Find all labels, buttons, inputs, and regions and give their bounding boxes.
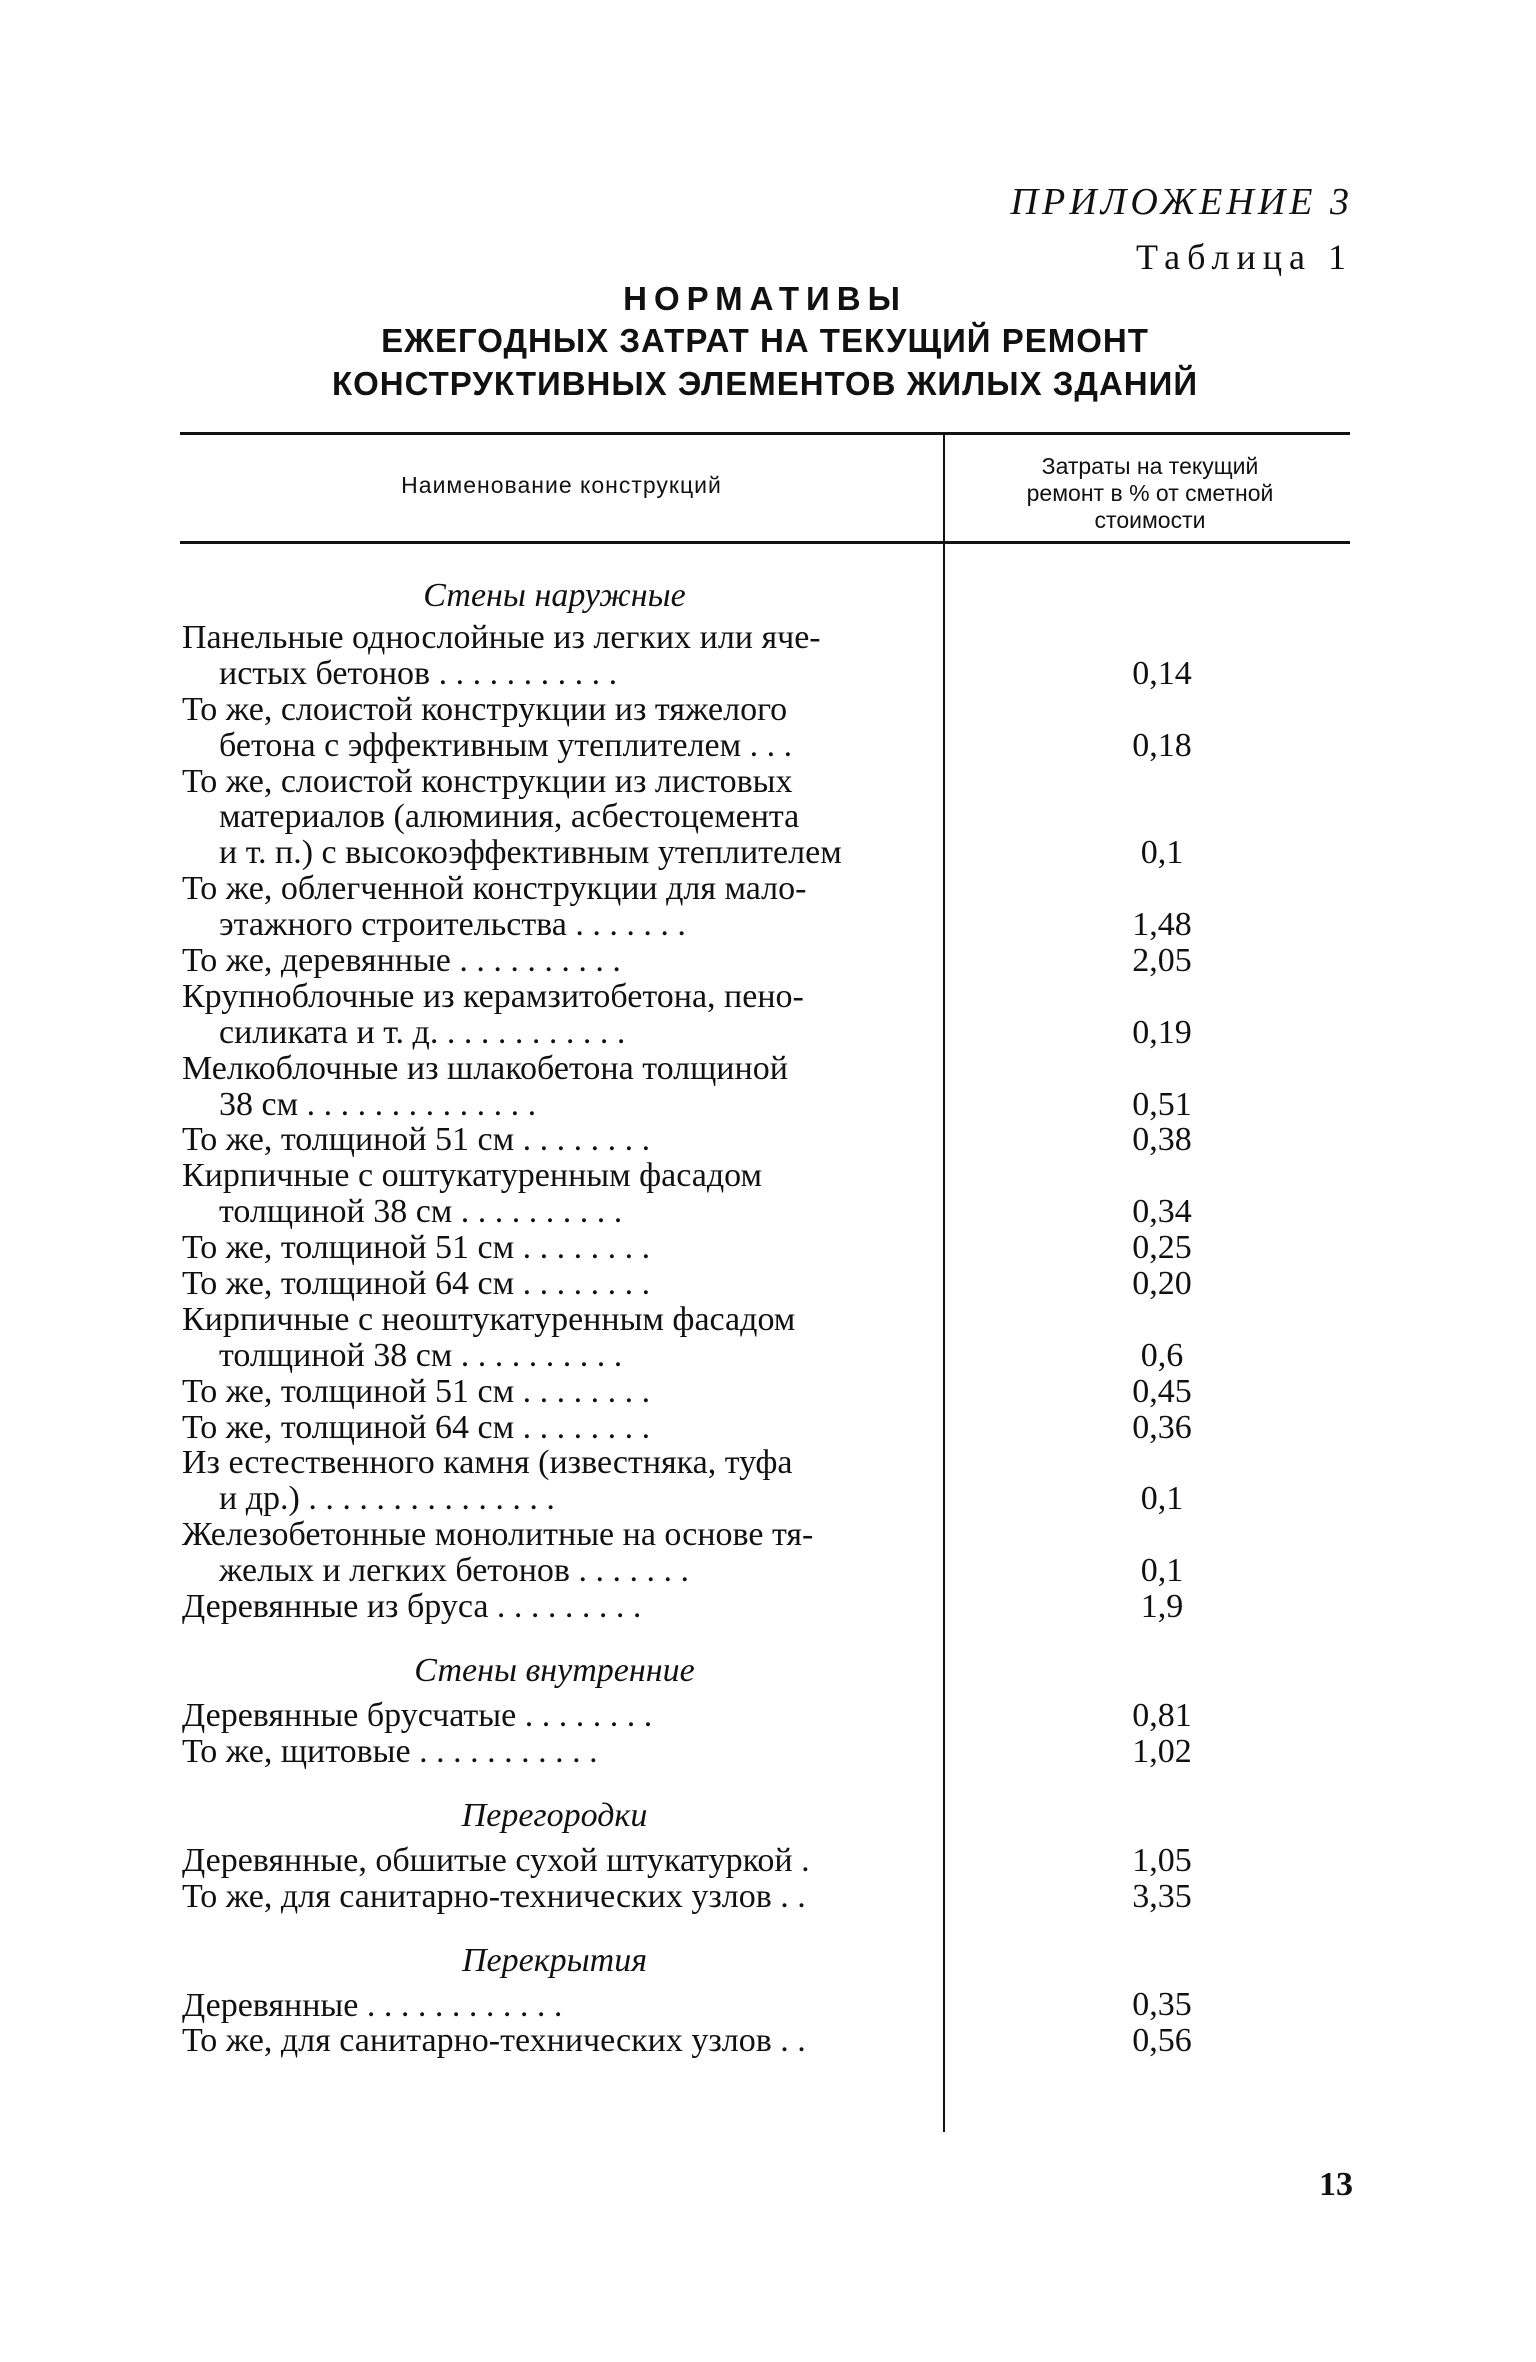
construction-name (182, 943, 917, 979)
table-label: Таблица 1 (1136, 237, 1353, 277)
construction-name-line: Деревянные . . . . . . . . . . . . (182, 1986, 563, 2024)
column-header-value-line: Затраты на текущий (1041, 453, 1259, 479)
repair-cost-percent: 0,18 (1132, 726, 1192, 764)
table-row (182, 1698, 1350, 1734)
table-row (182, 2023, 1350, 2059)
construction-name-line: 38 см . . . . . . . . . . . . . . (219, 1085, 537, 1123)
repair-cost-percent: 1,9 (1140, 1588, 1184, 1626)
repair-cost-percent: 3,35 (1132, 1877, 1192, 1915)
repair-cost-percent: 0,36 (1132, 1408, 1192, 1446)
table-row (182, 1230, 1350, 1266)
construction-name-line: истых бетонов . . . . . . . . . . . (219, 654, 618, 692)
construction-name (182, 1698, 917, 1734)
repair-cost-percent: 0,56 (1132, 2022, 1192, 2060)
construction-name (182, 1734, 917, 1770)
construction-name (182, 764, 917, 872)
section-gap (182, 1770, 1350, 1790)
table-top-rule (180, 432, 1350, 435)
repair-cost-percent: 0,35 (1132, 1986, 1192, 2024)
construction-name (182, 1302, 917, 1374)
title-line-2: ЕЖЕГОДНЫХ ЗАТРАТ НА ТЕКУЩИЙ РЕМОНТ (381, 322, 1149, 359)
construction-name-line: Деревянные из бруса . . . . . . . . . (182, 1588, 642, 1626)
repair-cost-percent: 0,51 (1132, 1085, 1192, 1123)
construction-name-line: То же, слоистой конструкции из тяжелого (182, 690, 788, 728)
construction-name-line: То же, толщиной 51 см . . . . . . . . (182, 1229, 651, 1267)
repair-cost-percent: 0,1 (1140, 1552, 1184, 1590)
construction-name-line: Мелкоблочные из шлакобетона толщиной (182, 1049, 788, 1087)
table-row (182, 1122, 1350, 1158)
section-heading: Стены наружные (423, 577, 686, 614)
construction-name (182, 1445, 917, 1517)
construction-name-line: То же, деревянные . . . . . . . . . . (182, 942, 621, 980)
section-heading: Перекрытия (461, 1942, 648, 1980)
table-row (182, 1589, 1350, 1625)
construction-name-line: Кирпичные с оштукатуренным фасадом (182, 1157, 763, 1195)
table-row (182, 620, 1350, 692)
repair-cost-percent: 1,05 (1132, 1841, 1192, 1879)
column-header-value (950, 453, 1350, 534)
repair-cost-percent: 0,25 (1132, 1229, 1192, 1267)
construction-name-line: желых и легких бетонов . . . . . . . (219, 1552, 689, 1590)
construction-name-line: То же, щитовые . . . . . . . . . . . (182, 1732, 598, 1770)
construction-name-line: Кирпичные с неоштукатуренным фасадом (182, 1300, 796, 1338)
repair-cost-percent: 0,19 (1132, 1013, 1192, 1051)
construction-name-line: То же, для санитарно-технических узлов . . (182, 1877, 806, 1915)
title-line-1: НОРМАТИВЫ (623, 280, 907, 317)
section-gap (182, 1915, 1350, 1935)
construction-name-line: бетона с эффективным утеплителем . . . (219, 726, 793, 764)
table-row (182, 1374, 1350, 1410)
construction-name (182, 2023, 917, 2059)
repair-cost-percent: 0,45 (1132, 1372, 1192, 1410)
construction-name (182, 1879, 917, 1915)
table-row (182, 979, 1350, 1051)
section-heading: Перегородки (461, 1797, 648, 1835)
construction-name-line: То же, толщиной 51 см . . . . . . . . (182, 1121, 651, 1159)
table-row (182, 1517, 1350, 1589)
construction-name-line: То же, слоистой конструкции из листовых (182, 762, 793, 800)
table-row (182, 1410, 1350, 1446)
table-row (182, 1843, 1350, 1879)
repair-cost-percent: 0,6 (1140, 1336, 1184, 1374)
construction-name (182, 1988, 917, 2024)
construction-name-line: Деревянные, обшитые сухой штукатуркой . (182, 1841, 810, 1879)
construction-name (182, 1410, 917, 1446)
page-number: 13 (1319, 2166, 1353, 2203)
repair-cost-percent: 2,05 (1132, 942, 1192, 979)
repair-cost-percent: 0,14 (1132, 654, 1192, 692)
section-heading: Стены внутренние (414, 1652, 695, 1690)
table-row (182, 1266, 1350, 1302)
table-row (182, 1734, 1350, 1770)
table-row (182, 1302, 1350, 1374)
construction-name-line: То же, толщиной 64 см . . . . . . . . (182, 1265, 651, 1303)
construction-name (182, 692, 917, 764)
construction-name (182, 979, 917, 1051)
construction-name (182, 1374, 917, 1410)
construction-name-line: Крупноблочные из керамзитобетона, пено- (182, 977, 804, 1015)
table-row (182, 1158, 1350, 1230)
repair-cost-percent: 0,1 (1140, 834, 1184, 872)
construction-name-line: Деревянные брусчатые . . . . . . . . (182, 1696, 653, 1734)
construction-name (182, 1051, 917, 1123)
table-row (182, 1051, 1350, 1123)
construction-name-line: и др.) . . . . . . . . . . . . . . . (219, 1480, 555, 1518)
construction-name-line: и т. п.) с высокоэффективным утеплителем (219, 834, 842, 872)
construction-name-line: толщиной 38 см . . . . . . . . . . (219, 1336, 623, 1374)
table-row (182, 943, 1350, 979)
construction-name (182, 1158, 917, 1230)
construction-name (182, 1589, 917, 1625)
table-row (182, 1445, 1350, 1517)
construction-name-line: материалов (алюминия, асбестоцемента (219, 798, 800, 836)
table-row (182, 1879, 1350, 1915)
construction-name-line: То же, толщиной 64 см . . . . . . . . (182, 1408, 651, 1446)
construction-name (182, 1266, 917, 1302)
table-row (182, 1988, 1350, 2024)
construction-name-line: Железобетонные монолитные на основе тя- (182, 1516, 814, 1554)
construction-name (182, 1843, 917, 1879)
construction-name (182, 871, 917, 943)
title-line-3: КОНСТРУКТИВНЫХ ЭЛЕМЕНТОВ ЖИЛЫХ ЗДАНИЙ (331, 365, 1199, 402)
table-header-rule (180, 541, 1350, 544)
repair-cost-percent: 0,20 (1132, 1265, 1192, 1303)
construction-name-line: То же, облегченной конструкции для мало- (182, 870, 807, 908)
construction-name-line: этажного строительства . . . . . . . (219, 906, 686, 944)
construction-name (182, 1230, 917, 1266)
repair-cost-percent: 1,48 (1132, 906, 1192, 944)
construction-name-line: Панельные однослойные из легких или яче- (182, 619, 821, 656)
table-row (182, 871, 1350, 943)
construction-name-line: Из естественного камня (известняка, туфа (182, 1444, 793, 1482)
construction-name-line: силиката и т. д. . . . . . . . . . . . (219, 1013, 626, 1051)
repair-cost-percent: 0,38 (1132, 1121, 1192, 1159)
appendix-label: ПРИЛОЖЕНИЕ 3 (1010, 181, 1353, 223)
construction-name (182, 1122, 917, 1158)
construction-name (182, 620, 917, 692)
table-row (182, 764, 1350, 872)
column-header-value-line: ремонт в % от сметной (1026, 480, 1274, 506)
section-gap (182, 1625, 1350, 1645)
construction-name-line: То же, для санитарно-технических узлов . . (182, 2022, 806, 2060)
repair-cost-percent: 0,34 (1132, 1193, 1192, 1231)
repair-cost-percent: 0,81 (1132, 1696, 1192, 1734)
repair-cost-percent: 1,02 (1132, 1732, 1192, 1770)
construction-name-line: толщиной 38 см . . . . . . . . . . (219, 1193, 623, 1231)
column-header-name: Наименование конструкций (401, 472, 722, 498)
column-header-value-line: стоимости (1094, 507, 1206, 533)
construction-name-line: То же, толщиной 51 см . . . . . . . . (182, 1372, 651, 1410)
table-row (182, 692, 1350, 764)
repair-cost-percent: 0,1 (1140, 1480, 1184, 1518)
table-body (182, 578, 1350, 2059)
construction-name (182, 1517, 917, 1589)
